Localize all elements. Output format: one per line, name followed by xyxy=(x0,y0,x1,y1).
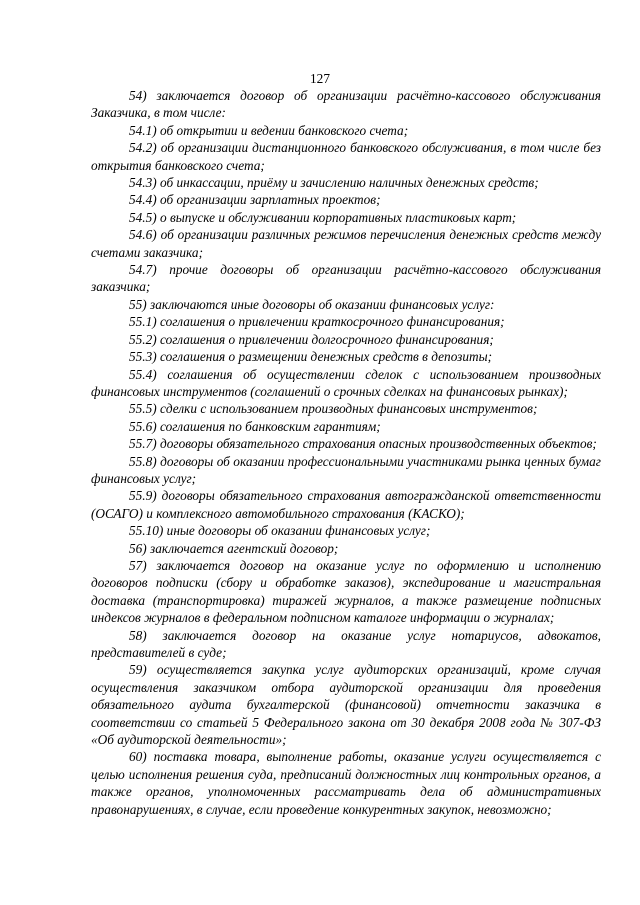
paragraph-54-2: 54.2) об организации дистанционного банковского обслуживания, в том числе без открытия банковского счета; xyxy=(91,140,601,173)
paragraph-54-1: 54.1) об открытии и ведении банковского счета; xyxy=(129,122,409,138)
paragraph-55: 55) заключаются иные договоры об оказании финансовых услуг: xyxy=(129,296,495,312)
document-body xyxy=(91,87,601,818)
paragraph-54-3: 54.3) об инкассации, приёму и зачислению наличных денежных средств; xyxy=(129,175,539,191)
page-number: 127 xyxy=(310,71,330,86)
paragraph-56: 56) заключается агентский договор; xyxy=(129,540,339,556)
paragraph-55-3: 55.3) соглашения о размещении денежных средств в депозиты; xyxy=(129,349,493,365)
paragraph-55-7: 55.7) договоры обязательного страхования опасных производственных объектов; xyxy=(129,436,597,452)
paragraph-55-10: 55.10) иные договоры об оказании финансовых услуг; xyxy=(129,523,431,539)
paragraph-54-7: 54.7) прочие договоры об организации расчётно-кассового обслуживания заказчика; xyxy=(91,262,601,295)
paragraph-57: 57) заключается договор на оказание услуг по оформлению и исполнению договоров подписки (сбору и обработке заказов), экспедирование и магистральная доставка (транспортировка) тиражей журналов, а также размещение подписных индексов журналов в федеральном подписном каталоге информации о журналах; xyxy=(91,557,601,626)
paragraph-55-8: 55.8) договоры об оказании профессиональными участниками рынка ценных бумаг финансовых услуг; xyxy=(91,453,601,486)
paragraph-55-6: 55.6) соглашения по банковским гарантиям; xyxy=(129,418,381,434)
paragraph-55-5: 55.5) сделки с использованием производных финансовых инструментов; xyxy=(129,401,538,417)
paragraph-54-5: 54.5) о выпуске и обслуживании корпоративных пластиковых карт; xyxy=(129,209,517,225)
paragraph-54: 54) заключается договор об организации расчётно-кассового обслуживания Заказчика, в том числе: xyxy=(91,88,601,121)
paragraph-55-2: 55.2) соглашения о привлечении долгосрочного финансирования; xyxy=(129,331,494,347)
paragraph-55-4: 55.4) соглашения об осуществлении сделок с использованием производных финансовых инструментов (соглашений о срочных сделках на финансовых рынках); xyxy=(91,366,601,399)
paragraph-54-6: 54.6) об организации различных режимов перечисления денежных средств между счетами заказчика; xyxy=(91,227,601,260)
paragraph-60: 60) поставка товара, выполнение работы, оказание услуги осуществляется с целью исполнения решения суда, предписаний должностных лиц контрольных органов, а также органов, уполномоченных рассматривать дела об административных правонарушениях, в случае, если проведение конкурентных закупок, невозможно; xyxy=(91,749,601,817)
paragraph-55-1: 55.1) соглашения о привлечении краткосрочного финансирования; xyxy=(129,314,505,330)
paragraph-59: 59) осуществляется закупка услуг аудиторских организаций, кроме случая осуществления заказчиком отбора аудиторской организации для проведения обязательного аудита бухгалтерской (финансовой) отчетности заказчика в соответствии со статьей 5 Федерального закона от 30 декабря 2008 года № 307-ФЗ «Об аудиторской деятельности»; xyxy=(91,662,601,748)
paragraph-58: 58) заключается договор на оказание услуг нотариусов, адвокатов, представителей в суде; xyxy=(91,627,601,660)
paragraph-54-4: 54.4) об организации зарплатных проектов; xyxy=(129,192,381,208)
paragraph-55-9: 55.9) договоры обязательного страхования автогражданской ответственности (ОСАГО) и комплексного автомобильного страхования (КАСКО); xyxy=(91,488,601,521)
